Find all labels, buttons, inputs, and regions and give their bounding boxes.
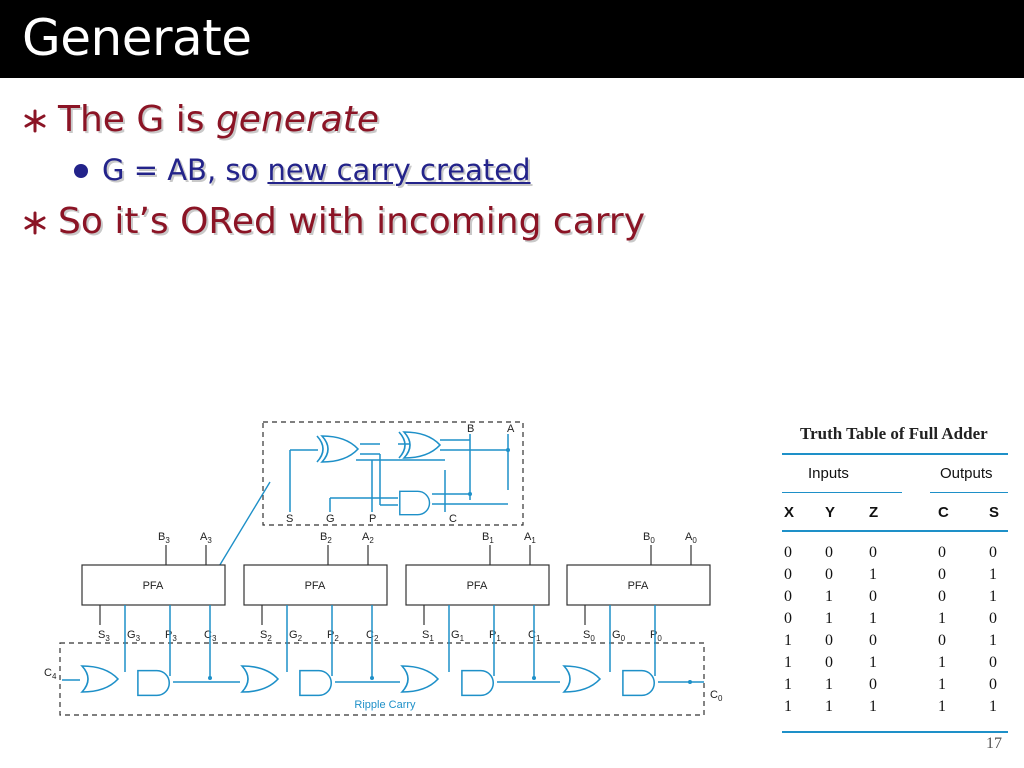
table-rule [782, 453, 1008, 455]
pfa1-output-c: $C_1$ [528, 629, 541, 643]
table-cell: 1 [938, 698, 946, 715]
zoom-pointer-line [212, 482, 270, 578]
table-cell: 0 [869, 632, 877, 649]
table-cell: 0 [989, 676, 997, 693]
table-cell: 0 [825, 566, 833, 583]
table-cell: 0 [825, 654, 833, 671]
table-cell: 1 [825, 588, 833, 605]
pfa3-output-c: $C_3$ [204, 629, 217, 643]
pfa3-output-p: $P_3$ [165, 629, 177, 643]
pfa-label: PFA [142, 580, 164, 592]
asterisk-bullet-icon [22, 200, 58, 244]
table-cell: 1 [869, 566, 877, 583]
table-cell: 1 [989, 632, 997, 649]
table-cell: 0 [784, 588, 792, 605]
table-cell: 0 [938, 588, 946, 605]
pfa-label: PFA [304, 580, 326, 592]
detail-label-a: A [507, 423, 515, 435]
table-cell: 0 [784, 566, 792, 583]
table-cell: 1 [825, 610, 833, 627]
pfa-block-1 [406, 531, 549, 643]
pfa2-output-s: $S_2$ [260, 629, 272, 643]
pfa3-output-g: $G_3$ [127, 629, 141, 643]
table-cell: 1 [938, 676, 946, 693]
table-cell: 1 [784, 654, 792, 671]
table-cell: 0 [869, 676, 877, 693]
pfa0-input-a: $A_0$ [685, 531, 697, 545]
pfa1-output-s: $S_1$ [422, 629, 434, 643]
col-s: S [989, 504, 1000, 521]
table-cell: 0 [869, 544, 877, 561]
pfa1-output-g: $G_1$ [451, 629, 465, 643]
col-y: Y [825, 504, 836, 521]
bullet-1-text: The G is [58, 99, 216, 140]
pfa-block-3 [82, 531, 225, 643]
bullet-2 [72, 152, 531, 188]
pfa-block-2 [244, 531, 387, 643]
table-cell: 0 [825, 632, 833, 649]
outputs-header: Outputs [940, 465, 993, 482]
pfa1-output-p: $P_1$ [489, 629, 501, 643]
pfa1-input-a: $A_1$ [524, 531, 536, 545]
bullet-1 [22, 98, 379, 142]
table-cell: 1 [869, 610, 877, 627]
table-cell: 1 [869, 654, 877, 671]
table-cell: 1 [869, 698, 877, 715]
carry-out-label: $C_4$ [44, 667, 57, 681]
pfa0-input-b: $B_0$ [643, 531, 655, 545]
table-cell: 0 [989, 654, 997, 671]
pfa3-input-b: $B_3$ [158, 531, 170, 545]
pfa2-output-g: $G_2$ [289, 629, 303, 643]
title-bar [0, 0, 1024, 78]
table-cell: 1 [989, 566, 997, 583]
table-cell: 0 [784, 544, 792, 561]
table-cell: 0 [825, 544, 833, 561]
pfa2-input-a: $A_2$ [362, 531, 374, 545]
detail-label-c: C [449, 513, 457, 525]
ripple-carry-label: Ripple Carry [354, 699, 416, 711]
table-cell: 1 [938, 654, 946, 671]
table-cell: 0 [938, 566, 946, 583]
pfa3-output-s: $S_3$ [98, 629, 110, 643]
table-cell: 1 [989, 588, 997, 605]
table-cell: 0 [869, 588, 877, 605]
table-cell: 0 [784, 610, 792, 627]
detail-label-s: S [286, 513, 294, 525]
table-rule [782, 530, 1008, 532]
table-cell: 1 [784, 632, 792, 649]
table-cell: 0 [938, 544, 946, 561]
pfa0-output-g: $G_0$ [612, 629, 626, 643]
pfa-label: PFA [627, 580, 649, 592]
table-cell: 0 [938, 632, 946, 649]
detail-label-g: G [326, 513, 335, 525]
col-c: C [938, 504, 949, 521]
asterisk-bullet-icon [22, 98, 58, 142]
truth-table [780, 420, 1016, 740]
full-adder-detail [263, 422, 523, 525]
new-carry-link[interactable]: new carry created [267, 153, 531, 187]
pfa-label: PFA [466, 580, 488, 592]
detail-label-b: B [467, 423, 475, 435]
pfa2-input-b: $B_2$ [320, 531, 332, 545]
pfa3-input-a: $A_3$ [200, 531, 212, 545]
bullet-3-text: So it’s ORed with incoming carry [58, 201, 646, 242]
pfa2-output-c: $C_2$ [366, 629, 379, 643]
pfa-block-0 [567, 531, 710, 643]
detail-label-p: P [369, 513, 377, 525]
table-cell: 1 [989, 698, 997, 715]
table-cell: 1 [938, 610, 946, 627]
inputs-rule [782, 492, 902, 493]
slide-title: Generate [22, 9, 252, 67]
outputs-rule [930, 492, 1008, 493]
bullet-3 [22, 200, 645, 244]
col-z: Z [869, 504, 879, 521]
carry-lookahead-diagram [0, 410, 740, 730]
inputs-header: Inputs [808, 465, 849, 482]
table-cell: 1 [825, 698, 833, 715]
table-rule [782, 731, 1008, 733]
bullet-2-text: G = AB, so [102, 153, 268, 187]
pfa2-output-p: $P_2$ [327, 629, 339, 643]
table-cell: 1 [784, 698, 792, 715]
table-cell: 0 [989, 544, 997, 561]
ripple-carry-chain [44, 605, 723, 715]
bullet-1-emphasis: generate [215, 99, 380, 140]
truth-table-title: Truth Table of Full Adder [800, 424, 988, 443]
table-cell: 1 [825, 676, 833, 693]
carry-in-label: $C_0$ [710, 689, 723, 703]
page-number: 17 [986, 735, 1002, 752]
pfa1-input-b: $B_1$ [482, 531, 494, 545]
pfa0-output-p: $P_0$ [650, 629, 662, 643]
dot-bullet-icon [72, 152, 102, 188]
table-cell: 1 [784, 676, 792, 693]
pfa0-output-s: $S_0$ [583, 629, 595, 643]
col-x: X [784, 504, 795, 521]
table-cell: 0 [989, 610, 997, 627]
